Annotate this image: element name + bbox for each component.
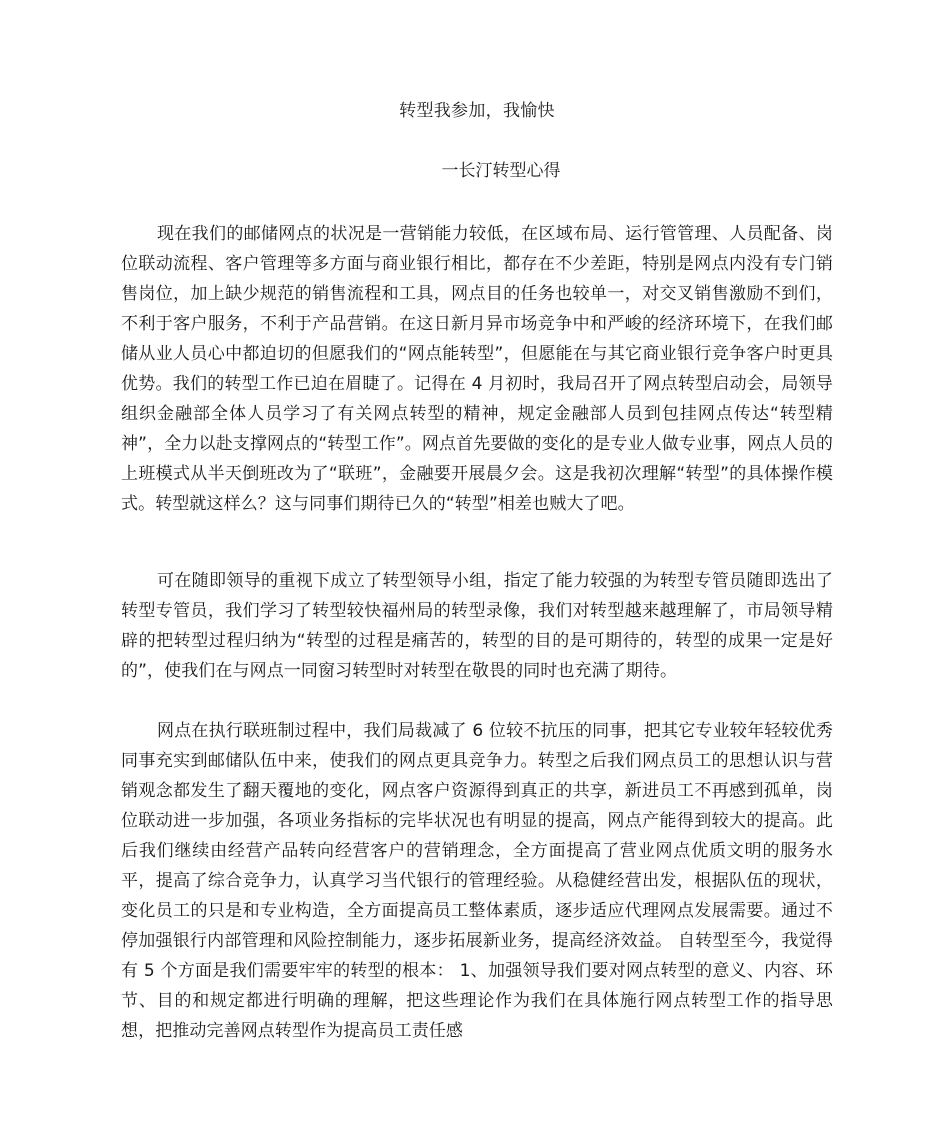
paragraph-2: 可在随即领导的重视下成立了转型领导小组，指定了能力较强的为转型专管员随即选出了转型专管员，我们学习了转型较快福州局的转型录像，我们对转型越来越理解了，市局领导精辟的把转型过程归纳为“转型的过程是痛苦的，转型的目的是可期待的，转型的成果一定是好的”，使我们在与网点一同窗习转型时对转型在敬畏的同时也充满了期待。 [121,571,833,681]
paragraph-1: 现在我们的邮储网点的状况是一营销能力较低，在区域布局、运行管管理、人员配备、岗位联动流程、客户管理等多方面与商业银行相比，都存在不少差距，特别是网点内没有专门销售岗位，加上缺少规范的销售流程和工具，网点目的任务也较单一，对交叉销售激励不到们，不利于客户服务，不利于产品营销。在这日新月异市场竞争中和严峻的经济环境下，在我们邮储从业人员心中都迫切的但愿我们的“网点能转型”，但愿能在与其它商业银行竞争客户时更具优势。我们的转型工作已迫在眉睫了。记得在 4 月初时，我局召开了网点转型启动会，局领导组织金融部全体人员学习了有关网点转型的精神，规定金融部人员到包挂网点传达“转型精神”，全力以赴支撑网点的“转型工作”。网点首先要做的变化的是专业人做专业事，网点人员的上班模式从半天倒班改为了“联班”，金融要开展晨夕会。这是我初次理解“转型”的具体操作模式。转型就这样么？这与同事们期待已久的“转型”相差也贼大了吧。 [121,224,833,514]
document-title: 转型我参加，我愉快 [399,101,555,121]
document-subtitle: 一长汀转型心得 [441,161,561,181]
document-page [121,0,833,1129]
paragraph-3: 网点在执行联班制过程中，我们局裁减了 6 位较不抗压的同事，把其它专业较年轻较优秀同事充实到邮储队伍中来，使我们的网点更具竞争力。转型之后我们网点员工的思想认识与营销观念都发生了翻天覆地的变化，网点客户资源得到真正的共享，新进员工不再感到孤单，岗位联动进一步加强，各项业务指标的完毕状况也有明显的提高，网点产能得到较大的提高。此后我们继续由经营产品转向经营客户的营销理念，全方面提高了营业网点优质文明的服务水平，提高了综合竞争力，认真学习当代银行的管理经验。从稳健经营出发，根据队伍的现状，变化员工的只是和专业构造，全方面提高员工整体素质，逐步适应代理网点发展需要。通过不停加强银行内部管理和风险控制能力，逐步拓展新业务，提高经济效益。 自转型至今，我觉得有 5 个方面是我们需要牢牢的转型的根本： 1、加强领导我们要对网点转型的意义、内容、环节、目的和规定都进行明确的理解，把这些理论作为我们在具体施行网点转型工作的指导思想，把推动完善网点转型作为提高员工责任感 [121,721,833,1041]
